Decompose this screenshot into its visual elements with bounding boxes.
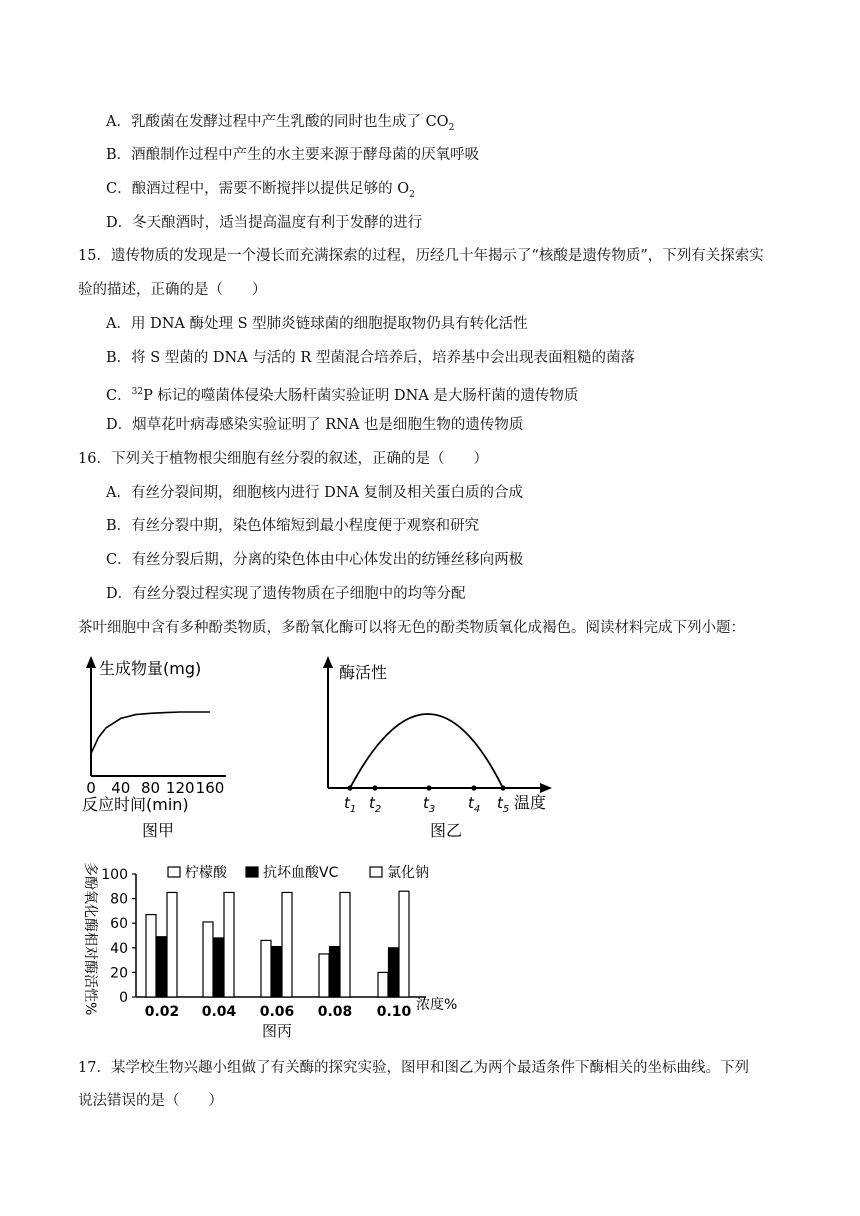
bing-bar (261, 940, 271, 997)
q17-stem-line2: 说法错误的是（ ） (78, 1093, 223, 1109)
material-text: 茶叶细胞中含有多种酚类物质，多酚氧化酶可以将无色的酚类物质氧化成褐色。阅读材料完成下列小题： (78, 620, 745, 636)
chart-yi (312, 652, 562, 842)
yi-x-tick-dot (500, 785, 505, 790)
bing-y-tick-label: 100 (101, 867, 128, 883)
yi-x-tick-label: $t_1$ (344, 794, 357, 815)
bing-y-tick-label: 0 (119, 990, 128, 1006)
yi-x-tick-label: $t_3$ (423, 794, 436, 815)
bing-bar (224, 892, 234, 997)
jia-title: 图甲 (142, 821, 175, 840)
bing-legend-label: 抗坏血酸VC (263, 865, 339, 881)
bing-ylabel: 多酚氧化酶相对酶活性% (82, 862, 98, 1016)
bing-bar (330, 947, 340, 997)
yi-xlabel: 温度 (514, 793, 547, 812)
bing-legend-swatch (370, 867, 382, 877)
yi-x-tick-label: $t_2$ (369, 794, 382, 815)
bing-bar (214, 938, 224, 997)
jia-series-line (91, 712, 210, 754)
bing-x-tick-label: 0.08 (317, 1004, 353, 1020)
bing-bar (340, 892, 350, 997)
q15-option-d: D．烟草花叶病毒感染实验证明了 RNA 也是细胞生物的遗传物质 (106, 417, 524, 433)
bing-bar (319, 954, 329, 997)
q16-option-d: D．有丝分裂过程实现了遗传物质在子细胞中的均等分配 (106, 586, 466, 602)
yi-x-arrow (540, 783, 552, 793)
yi-ylabel: 酶活性 (339, 663, 388, 682)
q14-option-c: C．酿酒过程中，需要不断搅拌以提供足够的 $O_2$ (106, 181, 415, 200)
q14-option-b: B．酒酿制作过程中产生的水主要来源于酵母菌的厌氧呼吸 (106, 147, 480, 163)
q15-stem-line2: 验的描述，正确的是（ ） (78, 282, 267, 298)
bing-legend-swatch (168, 867, 180, 877)
bing-y-ticks (101, 867, 136, 1006)
bing-legend (168, 864, 429, 881)
q17-stem-line1: 17．某学校生物兴趣小组做了有关酶的探究实验，图甲和图乙为两个最适条件下酶相关的坐标曲线。下列 (78, 1060, 749, 1076)
bing-y-tick-label: 20 (110, 965, 128, 982)
bing-legend-label: 氯化钠 (387, 865, 429, 881)
q15-option-b: B．将 S 型菌的 DNA 与活的 R 型菌混合培养后，培养基中会出现表面粗糙的菌落 (106, 350, 635, 366)
q15-option-c: C．$^{32}$P 标记的噬菌体侵染大肠杆菌实验证明 DNA 是大肠杆菌的遗传物质 (106, 387, 579, 404)
yi-series-curve (350, 714, 503, 788)
yi-x-tick-dot (471, 785, 476, 790)
bing-bar (399, 891, 409, 997)
q14-option-d: D．冬天酿酒时，适当提高温度有利于发酵的进行 (106, 215, 423, 231)
yi-x-tick-label: $t_4$ (468, 794, 481, 815)
jia-x-tick-label: 40 (111, 779, 131, 797)
chart-jia (70, 652, 240, 842)
bing-bar (378, 972, 388, 997)
jia-x-tick-label: 120 (165, 779, 195, 797)
bing-bar (203, 922, 213, 997)
bing-x-tick-label: 0.04 (201, 1004, 237, 1020)
jia-ylabel: 生成物量(mg) (99, 659, 202, 678)
yi-x-tick-label: $t_5$ (497, 794, 510, 815)
yi-x-tick-dot (426, 785, 431, 790)
jia-x-tick-label: 160 (195, 779, 225, 797)
jia-xlabel: 反应时间(min) (82, 795, 189, 814)
q14-option-a: A．乳酸菌在发酵过程中产生乳酸的同时也生成了 $CO_2$ (106, 114, 455, 133)
bing-bar (157, 937, 167, 997)
q15-stem-line1: 15．遗传物质的发现是一个漫长而充满探索的过程，历经几十年揭示了“核酸是遗传物质”，下列有关探索实 (78, 248, 764, 264)
q16-option-b: B．有丝分裂中期，染色体缩短到最小程度便于观察和研究 (106, 518, 480, 534)
q15-option-a: A．用 DNA 酶处理 S 型肺炎链球菌的细胞提取物仍具有转化活性 (106, 316, 528, 332)
bing-y-tick-label: 80 (110, 891, 128, 908)
bing-bars (146, 891, 409, 997)
yi-x-tick-dot (347, 785, 352, 790)
bing-x-tick-label: 0.10 (376, 1004, 412, 1020)
bing-legend-swatch (246, 867, 258, 877)
bing-title: 图丙 (262, 1022, 293, 1040)
yi-y-arrow (323, 656, 333, 668)
q16-stem: 16．下列关于植物根尖细胞有丝分裂的叙述，正确的是（ ） (78, 451, 488, 467)
q16-option-a: A．有丝分裂间期，细胞核内进行 DNA 复制及相关蛋白质的合成 (106, 485, 523, 501)
q16-option-c: C．有丝分裂后期，分离的染色体由中心体发出的纺锤丝移向两极 (106, 552, 524, 568)
bing-bar (272, 947, 282, 997)
bing-x-ticks (145, 1004, 412, 1020)
yi-x-ticks (344, 785, 509, 815)
bing-x-tick-label: 0.02 (144, 1004, 180, 1020)
bing-y-tick-label: 60 (110, 916, 128, 933)
bing-bar (167, 892, 177, 997)
yi-title: 图乙 (430, 821, 463, 840)
bing-bar (146, 915, 156, 997)
jia-x-tick-label: 80 (140, 779, 161, 797)
bing-y-tick-label: 40 (110, 940, 128, 957)
jia-x-tick-label: 0 (86, 779, 96, 797)
chart-bing (78, 856, 478, 1040)
yi-x-tick-dot (372, 785, 377, 790)
bing-bar (389, 948, 399, 997)
bing-x-tick-label: 0.06 (259, 1004, 295, 1020)
bing-xlabel: 浓度% (416, 997, 458, 1013)
bing-legend-label: 柠檬酸 (185, 865, 227, 881)
bing-bar (282, 892, 292, 997)
jia-y-arrow (86, 656, 96, 668)
